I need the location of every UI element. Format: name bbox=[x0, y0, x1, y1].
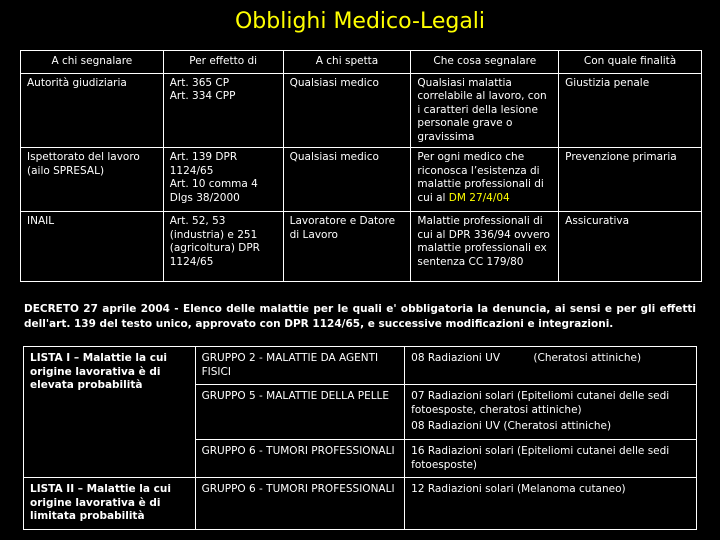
cell-gruppo: GRUPPO 6 - TUMORI PROFESSIONALI bbox=[195, 478, 405, 530]
cell-a-chi-segnalare: INAIL bbox=[21, 212, 164, 282]
column-header: A chi segnalare bbox=[21, 51, 164, 74]
agente-text: 12 Radiazioni solari (Melanoma cutaneo) bbox=[411, 483, 626, 495]
column-header: A chi spetta bbox=[283, 51, 411, 74]
cell-a-chi-spetta: Qualsiasi medico bbox=[283, 73, 411, 148]
highlighted-reference: DM 27/4/04 bbox=[448, 191, 510, 204]
cell-finalita: Prevenzione primaria bbox=[559, 148, 702, 212]
cell-per-effetto-di bbox=[163, 212, 283, 282]
cell-agenti bbox=[405, 478, 697, 530]
malattie-lists-table bbox=[23, 346, 697, 530]
legal-reference: Art. 139 DPR 1124/65 bbox=[169, 151, 238, 177]
lista-ii-label: LISTA II – Malattie la cui origine lavorativa è di limitata probabilità bbox=[24, 478, 196, 530]
cell-che-cosa-segnalare: Malattie professionali di cui al DPR 336/94 ovvero malattie professionali ex sentenza CC 179/80 bbox=[411, 212, 559, 282]
table-row bbox=[21, 212, 702, 282]
table-header-row bbox=[21, 51, 702, 74]
table-row bbox=[21, 73, 702, 148]
table-row bbox=[24, 478, 697, 530]
decree-text: DECRETO 27 aprile 2004 - Elenco delle malattie per le quali e' obbligatoria la denuncia, ai sensi e per gli effetti dell'art. 139 del testo unico, approvato con DPR 1124/65, e successive modificazioni e integrazioni. bbox=[24, 303, 696, 330]
cell-gruppo: GRUPPO 5 - MALATTIE DELLA PELLE bbox=[195, 385, 405, 440]
agente-text: 16 Radiazioni solari (Epiteliomi cutanei delle sedi fotoesposte) bbox=[411, 445, 670, 471]
cell-che-cosa-segnalare: Qualsiasi malattia correlabile al lavoro, con i caratteri della lesione personale grave o gravissima bbox=[411, 73, 559, 148]
cell-agenti bbox=[405, 347, 697, 385]
cell-a-chi-spetta: Qualsiasi medico bbox=[283, 148, 411, 212]
cell-che-cosa-segnalare bbox=[411, 148, 559, 212]
legal-reference: Art. 334 CPP bbox=[169, 90, 236, 102]
agente-text: 07 Radiazioni solari (Epiteliomi cutanei delle sedi fotoesposte, cheratosi attiniche) bbox=[411, 390, 670, 416]
cell-text: Per ogni medico che riconosca l’esistenza di malattie professionali di cui al bbox=[417, 151, 544, 204]
cell-a-chi-segnalare: Ispettorato del lavoro (ailo SPRESAL) bbox=[21, 148, 164, 212]
cell-gruppo: GRUPPO 6 - TUMORI PROFESSIONALI bbox=[195, 440, 405, 478]
cell-agenti bbox=[405, 385, 697, 440]
agente-text: 08 Radiazioni UV (Cheratosi attiniche) bbox=[411, 352, 642, 364]
column-header: Per effetto di bbox=[163, 51, 283, 74]
legal-reference: Art. 52, 53 (industria) e 251 (agricoltura) DPR 1124/65 bbox=[169, 215, 260, 268]
obblighi-table bbox=[20, 50, 702, 282]
cell-a-chi-segnalare: Autorità giudiziaria bbox=[21, 73, 164, 148]
cell-a-chi-spetta: Lavoratore e Datore di Lavoro bbox=[283, 212, 411, 282]
page-title: Obblighi Medico-Legali bbox=[234, 9, 486, 34]
lista-i-label: LISTA I – Malattie la cui origine lavorativa è di elevata probabilità bbox=[24, 347, 196, 478]
cell-agenti bbox=[405, 440, 697, 478]
legal-reference: Art. 10 comma 4 Dlgs 38/2000 bbox=[169, 178, 258, 204]
table-row bbox=[21, 148, 702, 212]
table-row bbox=[24, 347, 697, 385]
legal-reference: Art. 365 CP bbox=[169, 76, 230, 89]
column-header: Con quale finalità bbox=[559, 51, 702, 74]
cell-finalita: Giustizia penale bbox=[559, 73, 702, 148]
agente-text: 08 Radiazioni UV (Cheratosi attiniche) bbox=[411, 420, 612, 432]
cell-gruppo: GRUPPO 2 - MALATTIE DA AGENTI FISICI bbox=[195, 347, 405, 385]
cell-finalita: Assicurativa bbox=[559, 212, 702, 282]
cell-per-effetto-di bbox=[163, 73, 283, 148]
cell-per-effetto-di bbox=[163, 148, 283, 212]
column-header: Che cosa segnalare bbox=[411, 51, 559, 74]
